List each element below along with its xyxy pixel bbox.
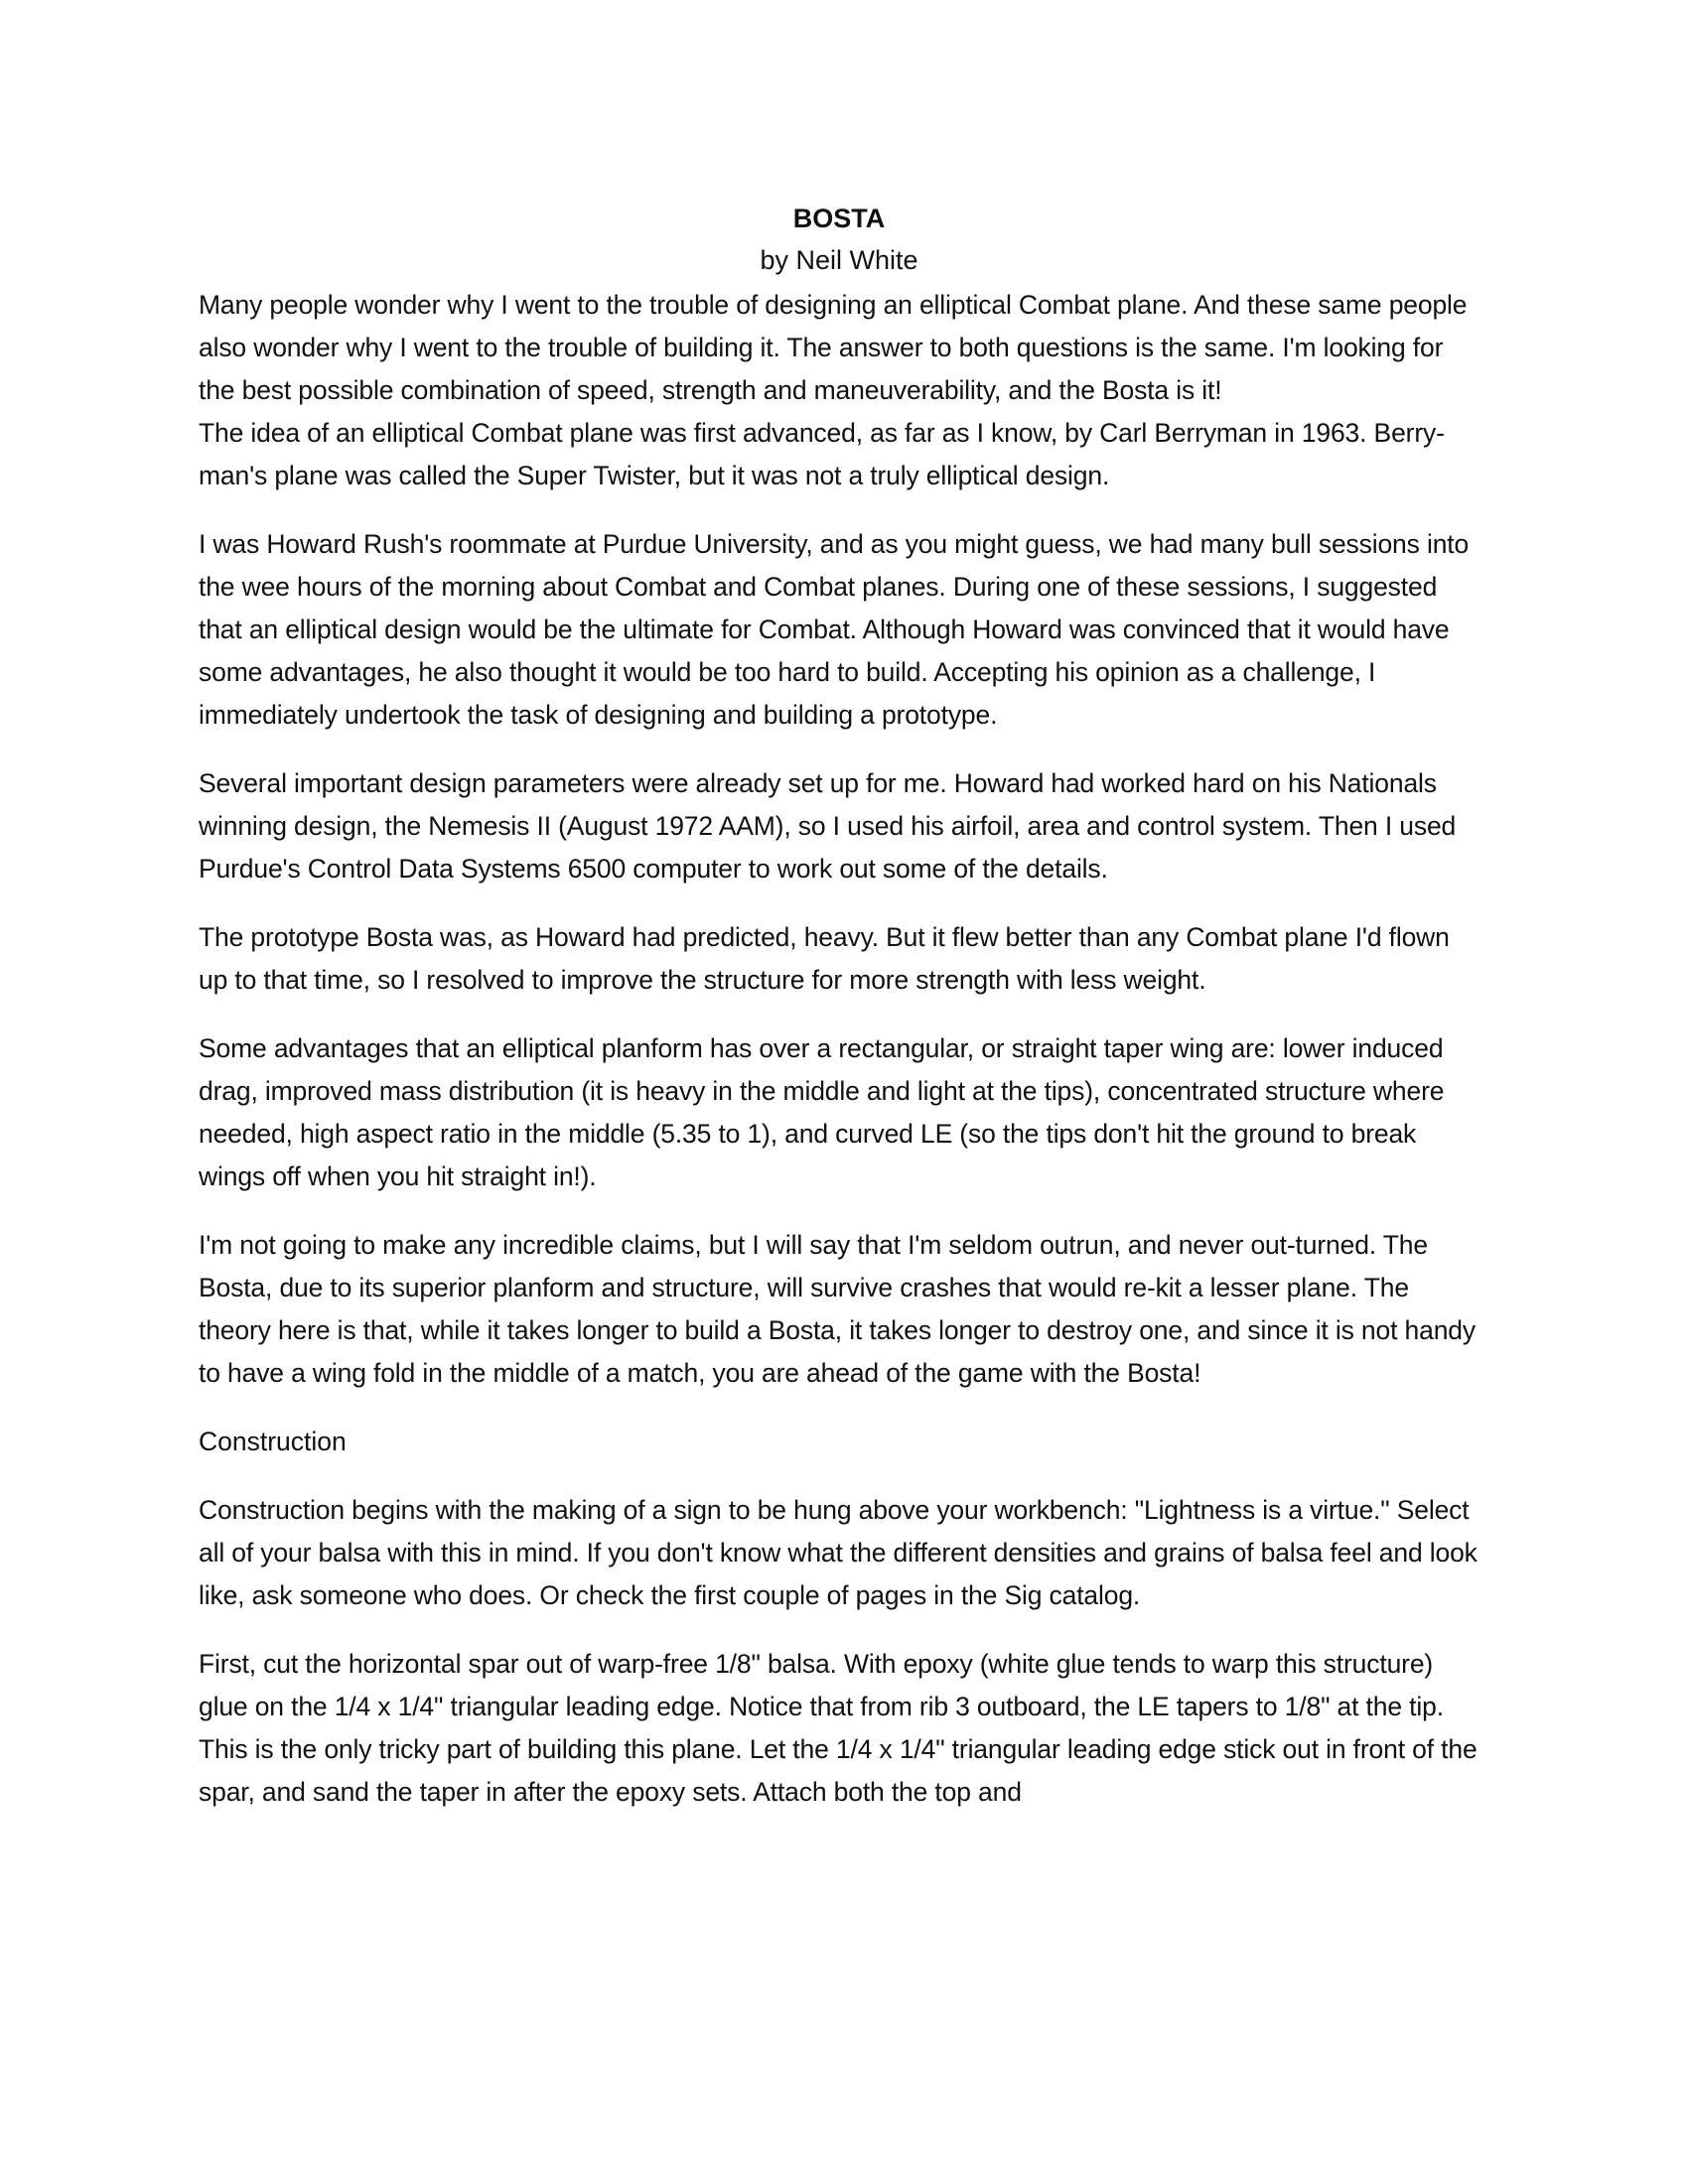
paragraph-purdue: I was Howard Rush's roommate at Purdue University, and as you might guess, we had many bull sessions into the wee hours of the morning about Combat and Combat planes. During one of these sessions, I suggested that an elliptical design would be the ultimate for Combat. Although Howard was convinced that it would have some advantages, he also thought it would be too hard to build. Accepting his opinion as a challenge, I immediately undertook the task of designing and building a prototype.: [199, 529, 1470, 730]
paragraph-prototype: The prototype Bosta was, as Howard had predicted, heavy. But it flew better than any Combat plane I'd flown up to that time, so I resolved to improve the structure for more strength with less weight.: [199, 922, 1450, 995]
article-byline: by Neil White: [760, 245, 918, 275]
paragraph-advantages: Some advantages that an elliptical planform has over a rectangular, or straight taper wing are: lower induced drag, improved mass distribution (it is heavy in the middle and light at the tips), concentrated structure where needed, high aspect ratio in the middle (5.35 to 1), and curved LE (so the tips don't hit the ground to break wings off when you hit straight in!).: [199, 1033, 1445, 1191]
section-heading-construction: Construction: [199, 1427, 347, 1456]
paragraph-construction-spar: First, cut the horizontal spar out of warp-free 1/8" balsa. With epoxy (white glue tends to warp this structure) glue on the 1/4 x 1/4" triangular leading edge. Notice that from rib 3 outboard, the LE tapers to 1/8" at the tip. This is the only tricky part of building this plane. Let the 1/4 x 1/4" triangular leading edge stick out in front of the spar, and sand the taper in after the epoxy sets. Attach both the top and: [199, 1649, 1477, 1807]
article-title: BOSTA: [792, 204, 886, 233]
paragraph-construction-sign: Construction begins with the making of a sign to be hung above your workbench: "Lightness is a virtue." Select all of your balsa with this in mind. If you don't know what the different densities and grains of balsa feel and look like, ask someone who does. Or check the first couple of pages in the Sig catalog.: [199, 1495, 1477, 1610]
paragraph-claims: I'm not going to make any incredible claims, but I will say that I'm seldom outrun, and never out-turned. The Bosta, due to its superior planform and structure, will survive crashes that would re-kit a lesser plane. The theory here is that, while it takes longer to build a Bosta, it takes longer to destroy one, and since it is not handy to have a wing fold in the middle of a match, you are ahead of the game with the Bosta!: [199, 1230, 1476, 1388]
paragraph-intro: Many people wonder why I went to the trouble of designing an elliptical Combat plane. And these same people also wonder why I went to the trouble of building it. The answer to both questions is the same. I'm looking for the best possible combination of speed, strength and maneuverability, and the Bosta is it!: [199, 290, 1468, 405]
article-body: [199, 199, 1479, 1814]
paragraph-history: The idea of an elliptical Combat plane was first advanced, as far as I know, by Carl Berryman in 1963. Berry-man's plane was called the Super Twister, but it was not a truly elliptical design.: [199, 418, 1445, 490]
paragraph-design-parameters: Several important design parameters were already set up for me. Howard had worked hard on his Nationals winning design, the Nemesis II (August 1972 AAM), so I used his airfoil, area and control system. Then I used Purdue's Control Data Systems 6500 computer to work out some of the details.: [199, 768, 1457, 884]
